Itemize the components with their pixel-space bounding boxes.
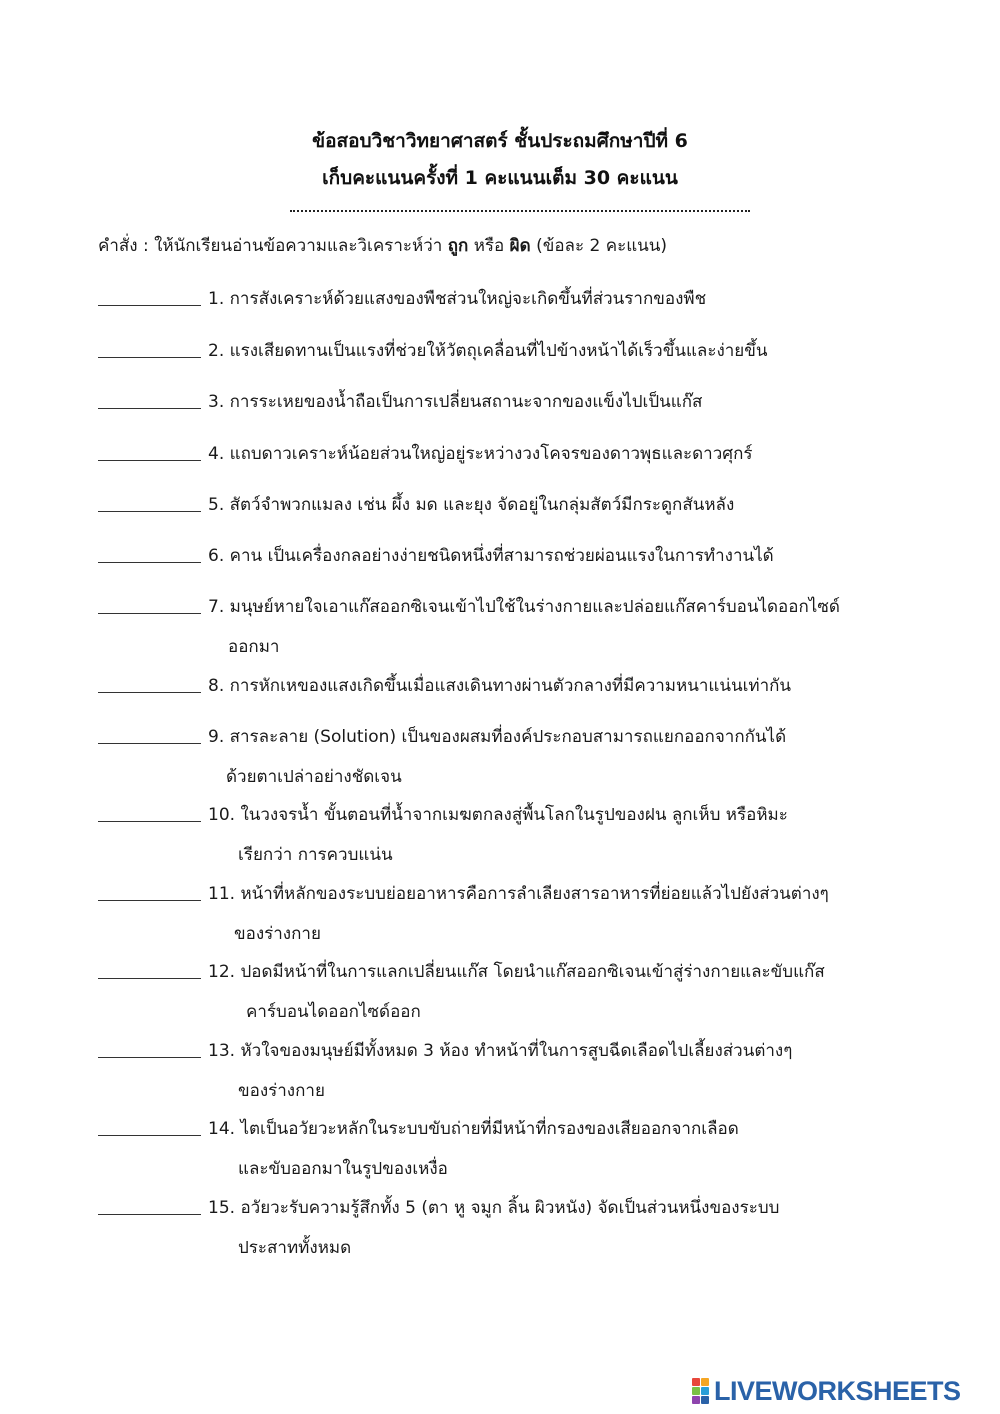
question-text: 8. การหักเหของแสงเกิดขึ้นเมื่อแสงเดินทางผ่านตัวกลางที่มีความหนาแน่นเท่ากัน <box>208 676 792 696</box>
question-text: 5. สัตว์จำพวกแมลง เช่น ผึ้ง มด และยุง จัดอยู่ในกลุ่มสัตว์มีกระดูกสันหลัง <box>208 495 735 515</box>
question-text: 6. คาน เป็นเครื่องกลอย่างง่ายชนิดหนึ่งที่สามารถช่วยผ่อนแรงในการทำงานได้ <box>208 546 774 566</box>
answer-blank[interactable] <box>98 511 201 512</box>
instruction-false-word: ผิด <box>509 236 531 256</box>
answer-blank[interactable] <box>98 408 201 409</box>
answer-blank[interactable] <box>98 692 201 693</box>
logo-icon-square <box>701 1387 709 1395</box>
question-text: 14. ไตเป็นอวัยวะหลักในระบบขับถ่ายที่มีหน้าที่กรองของเสียออกจากเลือด <box>208 1119 739 1139</box>
dotted-divider <box>290 200 750 212</box>
question-text-continued: และขับออกมาในรูปของเหงื่อ <box>238 1159 448 1179</box>
answer-blank[interactable] <box>98 1135 201 1136</box>
answer-blank[interactable] <box>98 821 201 822</box>
answer-blank[interactable] <box>98 305 201 306</box>
question-text: 15. อวัยวะรับความรู้สึกทั้ง 5 (ตา หู จมูก ลิ้น ผิวหนัง) จัดเป็นส่วนหนึ่งของระบบ <box>208 1198 780 1218</box>
answer-blank[interactable] <box>98 357 201 358</box>
worksheet-subtitle: เก็บคะแนนครั้งที่ 1 คะแนนเต็ม 30 คะแนน <box>322 167 678 189</box>
question-text: 9. สารละลาย (Solution) เป็นของผสมที่องค์ประกอบสามารถแยกออกจากกันได้ <box>208 727 787 747</box>
answer-blank[interactable] <box>98 1057 201 1058</box>
question-text-continued: ประสาททั้งหมด <box>238 1238 352 1258</box>
answer-blank[interactable] <box>98 743 201 744</box>
question-text: 10. ในวงจรน้ำ ขั้นตอนที่น้ำจากเมฆตกลงสู่พื้นโลกในรูปของฝน ลูกเห็บ หรือหิมะ <box>208 805 788 825</box>
question-text-continued: ของร่างกาย <box>234 924 321 944</box>
question-text-continued: ออกมา <box>228 637 280 657</box>
question-text: 1. การสังเคราะห์ด้วยแสงของพืชส่วนใหญ่จะเกิดขึ้นที่ส่วนรากของพืช <box>208 289 707 309</box>
logo-icon-square <box>692 1378 700 1386</box>
question-text: 3. การระเหยของน้ำถือเป็นการเปลี่ยนสถานะจากของแข็งไปเป็นแก๊ส <box>208 392 703 412</box>
answer-blank[interactable] <box>98 460 201 461</box>
question-text-continued: คาร์บอนไดออกไซด์ออก <box>246 1002 421 1022</box>
question-text: 4. แถบดาวเคราะห์น้อยส่วนใหญ่อยู่ระหว่างวงโคจรของดาวพุธและดาวศุกร์ <box>208 444 753 464</box>
worksheet-title: ข้อสอบวิชาวิทยาศาสตร์ ชั้นประถมศึกษาปีที่ 6 <box>312 130 688 152</box>
question-text-continued: เรียกว่า การควบแน่น <box>238 845 393 865</box>
instruction <box>98 232 667 259</box>
instruction-prefix: คำสั่ง : ให้นักเรียนอ่านข้อความและวิเคราะห์ว่า <box>98 236 448 256</box>
question-text: 13. หัวใจของมนุษย์มีทั้งหมด 3 ห้อง ทำหน้าที่ในการสูบฉีดเลือดไปเลี้ยงส่วนต่างๆ <box>208 1041 793 1061</box>
question-text: 12. ปอดมีหน้าที่ในการแลกเปลี่ยนแก๊ส โดยนำแก๊สออกซิเจนเข้าสู่ร่างกายและขับแก๊ส <box>208 962 825 982</box>
answer-blank[interactable] <box>98 613 201 614</box>
logo-icon-square <box>701 1396 709 1404</box>
instruction-suffix: (ข้อละ 2 คะแนน) <box>530 236 668 256</box>
instruction-or: หรือ <box>468 236 510 256</box>
answer-blank[interactable] <box>98 1214 201 1215</box>
question-text-continued: ของร่างกาย <box>238 1081 325 1101</box>
question-text: 2. แรงเสียดทานเป็นแรงที่ช่วยให้วัตถุเคลื่อนที่ไปข้างหน้าได้เร็วขึ้นและง่ายขึ้น <box>208 341 768 361</box>
question-text: 11. หน้าที่หลักของระบบย่อยอาหารคือการลำเลียงสารอาหารที่ย่อยแล้วไปยังส่วนต่างๆ <box>208 884 829 904</box>
answer-blank[interactable] <box>98 900 201 901</box>
question-text: 7. มนุษย์หายใจเอาแก๊สออกซิเจนเข้าไปใช้ในร่างกายและปล่อยแก๊สคาร์บอนไดออกไซด์ <box>208 597 840 617</box>
logo-icon-square <box>701 1378 709 1386</box>
instruction-true-word: ถูก <box>447 236 469 256</box>
logo-icon <box>692 1378 710 1404</box>
answer-blank[interactable] <box>98 562 201 563</box>
question-text-continued: ด้วยตาเปล่าอย่างชัดเจน <box>226 767 402 787</box>
liveworksheets-logo <box>692 1374 961 1408</box>
answer-blank[interactable] <box>98 978 201 979</box>
logo-text: LIVEWORKSHEETS <box>714 1375 961 1406</box>
logo-icon-square <box>692 1396 700 1404</box>
logo-icon-square <box>692 1387 700 1395</box>
